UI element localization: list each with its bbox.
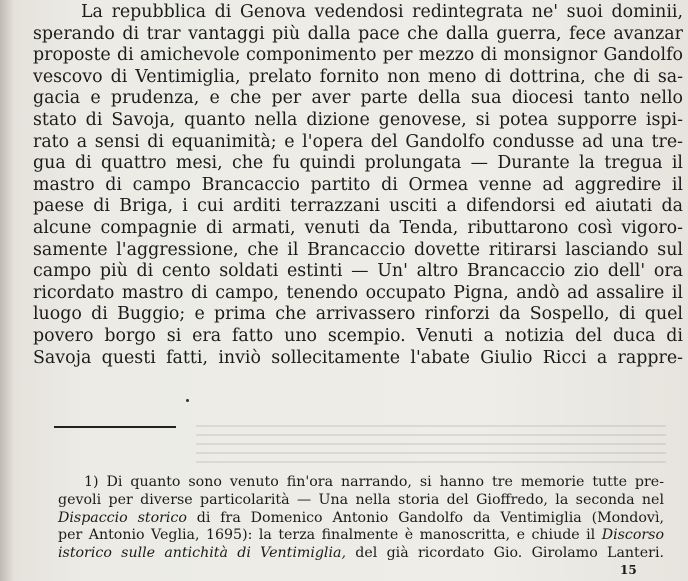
footnote-line bbox=[58, 527, 664, 545]
footnote-line bbox=[58, 510, 664, 528]
text-line: gua di quattro mesi, che fu quindi prolungata — Durante la tregua il bbox=[33, 153, 683, 174]
page-number: 15 bbox=[620, 563, 637, 577]
show-through-line bbox=[196, 425, 666, 427]
show-through-line bbox=[196, 461, 666, 463]
text-line: stato di Savoja, quanto nella dizione genovese, si potea supporre ispi- bbox=[33, 109, 683, 130]
binding-shadow bbox=[0, 0, 14, 581]
footnote-separator bbox=[54, 426, 176, 428]
text-line: mastro di campo Brancaccio partito di Ormea venne ad aggredire il bbox=[33, 174, 683, 195]
speck bbox=[186, 399, 189, 402]
text-line: samente l'aggressione, che il Brancaccio dovette ritirarsi lasciando sul bbox=[33, 239, 683, 260]
footnote-line bbox=[58, 545, 664, 563]
text-line: gacia e prudenza, e che per aver parte della sua diocesi tanto nello bbox=[33, 88, 683, 109]
text-line: sperando di trar vantaggi più dalla pace che dalla guerra, fece avanzar bbox=[33, 23, 683, 44]
footnote-text: per Antonio Veglia, 1695): la terza finalmente è manoscritta, e chiude il bbox=[58, 527, 602, 544]
text-line: Savoja questi fatti, inviò sollecitamente l'abate Giulio Ricci a rappre- bbox=[33, 347, 683, 368]
footnote-italic-title: istorico sulle antichità di Ventimiglia, bbox=[58, 545, 346, 562]
text-line: povero borgo si era fatto uno scempio. Venuti a notizia del duca di bbox=[33, 325, 683, 346]
footnote-italic-title: Dispaccio storico bbox=[58, 509, 187, 526]
footnote-block bbox=[58, 474, 664, 563]
text-line: campo più di cento soldati estinti — Un' altro Brancaccio zio dell' ora bbox=[33, 261, 683, 282]
text-line: alcune compagnie di armati, venuti da Tenda, ributtarono così vigoro- bbox=[33, 217, 683, 238]
text-line: paese di Briga, i cui arditi terrazzani usciti a difendorsi ed aiutati da bbox=[33, 196, 683, 217]
text-line: luogo di Buggio; e prima che arrivassero rinforzi da Sospello, di quel bbox=[33, 304, 683, 325]
footnote-text: di fra Domenico Antonio Gandolfo da Ventimiglia (Mondovì, bbox=[186, 509, 664, 526]
text-line: La repubblica di Genova vedendosi redintegrata ne' suoi dominii, bbox=[81, 2, 683, 22]
footnote-line: 1) Di quanto sono venuto fin'ora narrando, si hanno tre memorie tutte pre- bbox=[84, 474, 664, 490]
show-through-line bbox=[196, 452, 666, 454]
footnote-line: gevoli per diverse particolarità — Una nella storia del Gioffredo, la seconda nel bbox=[58, 491, 664, 508]
footnote-italic-title: Discorso bbox=[601, 527, 664, 544]
text-line: vescovo di Ventimiglia, prelato fornito non meno di dottrina, che di sa- bbox=[33, 66, 683, 87]
show-through-text bbox=[196, 418, 666, 478]
body-paragraph bbox=[33, 2, 683, 369]
text-line: proposte di amichevole componimento per mezzo di monsignor Gandolfo bbox=[33, 45, 683, 66]
footnote-text: del già ricordato Gio. Girolamo Lanteri. bbox=[345, 545, 664, 562]
show-through-line bbox=[196, 434, 666, 436]
show-through-line bbox=[196, 443, 666, 445]
text-line: rato a sensi di equanimità; e l'opera del Gandolfo condusse ad una tre- bbox=[33, 131, 683, 152]
text-line: ricordato mastro di campo, tenendo occupato Pigna, andò ad assalire il bbox=[33, 282, 683, 303]
